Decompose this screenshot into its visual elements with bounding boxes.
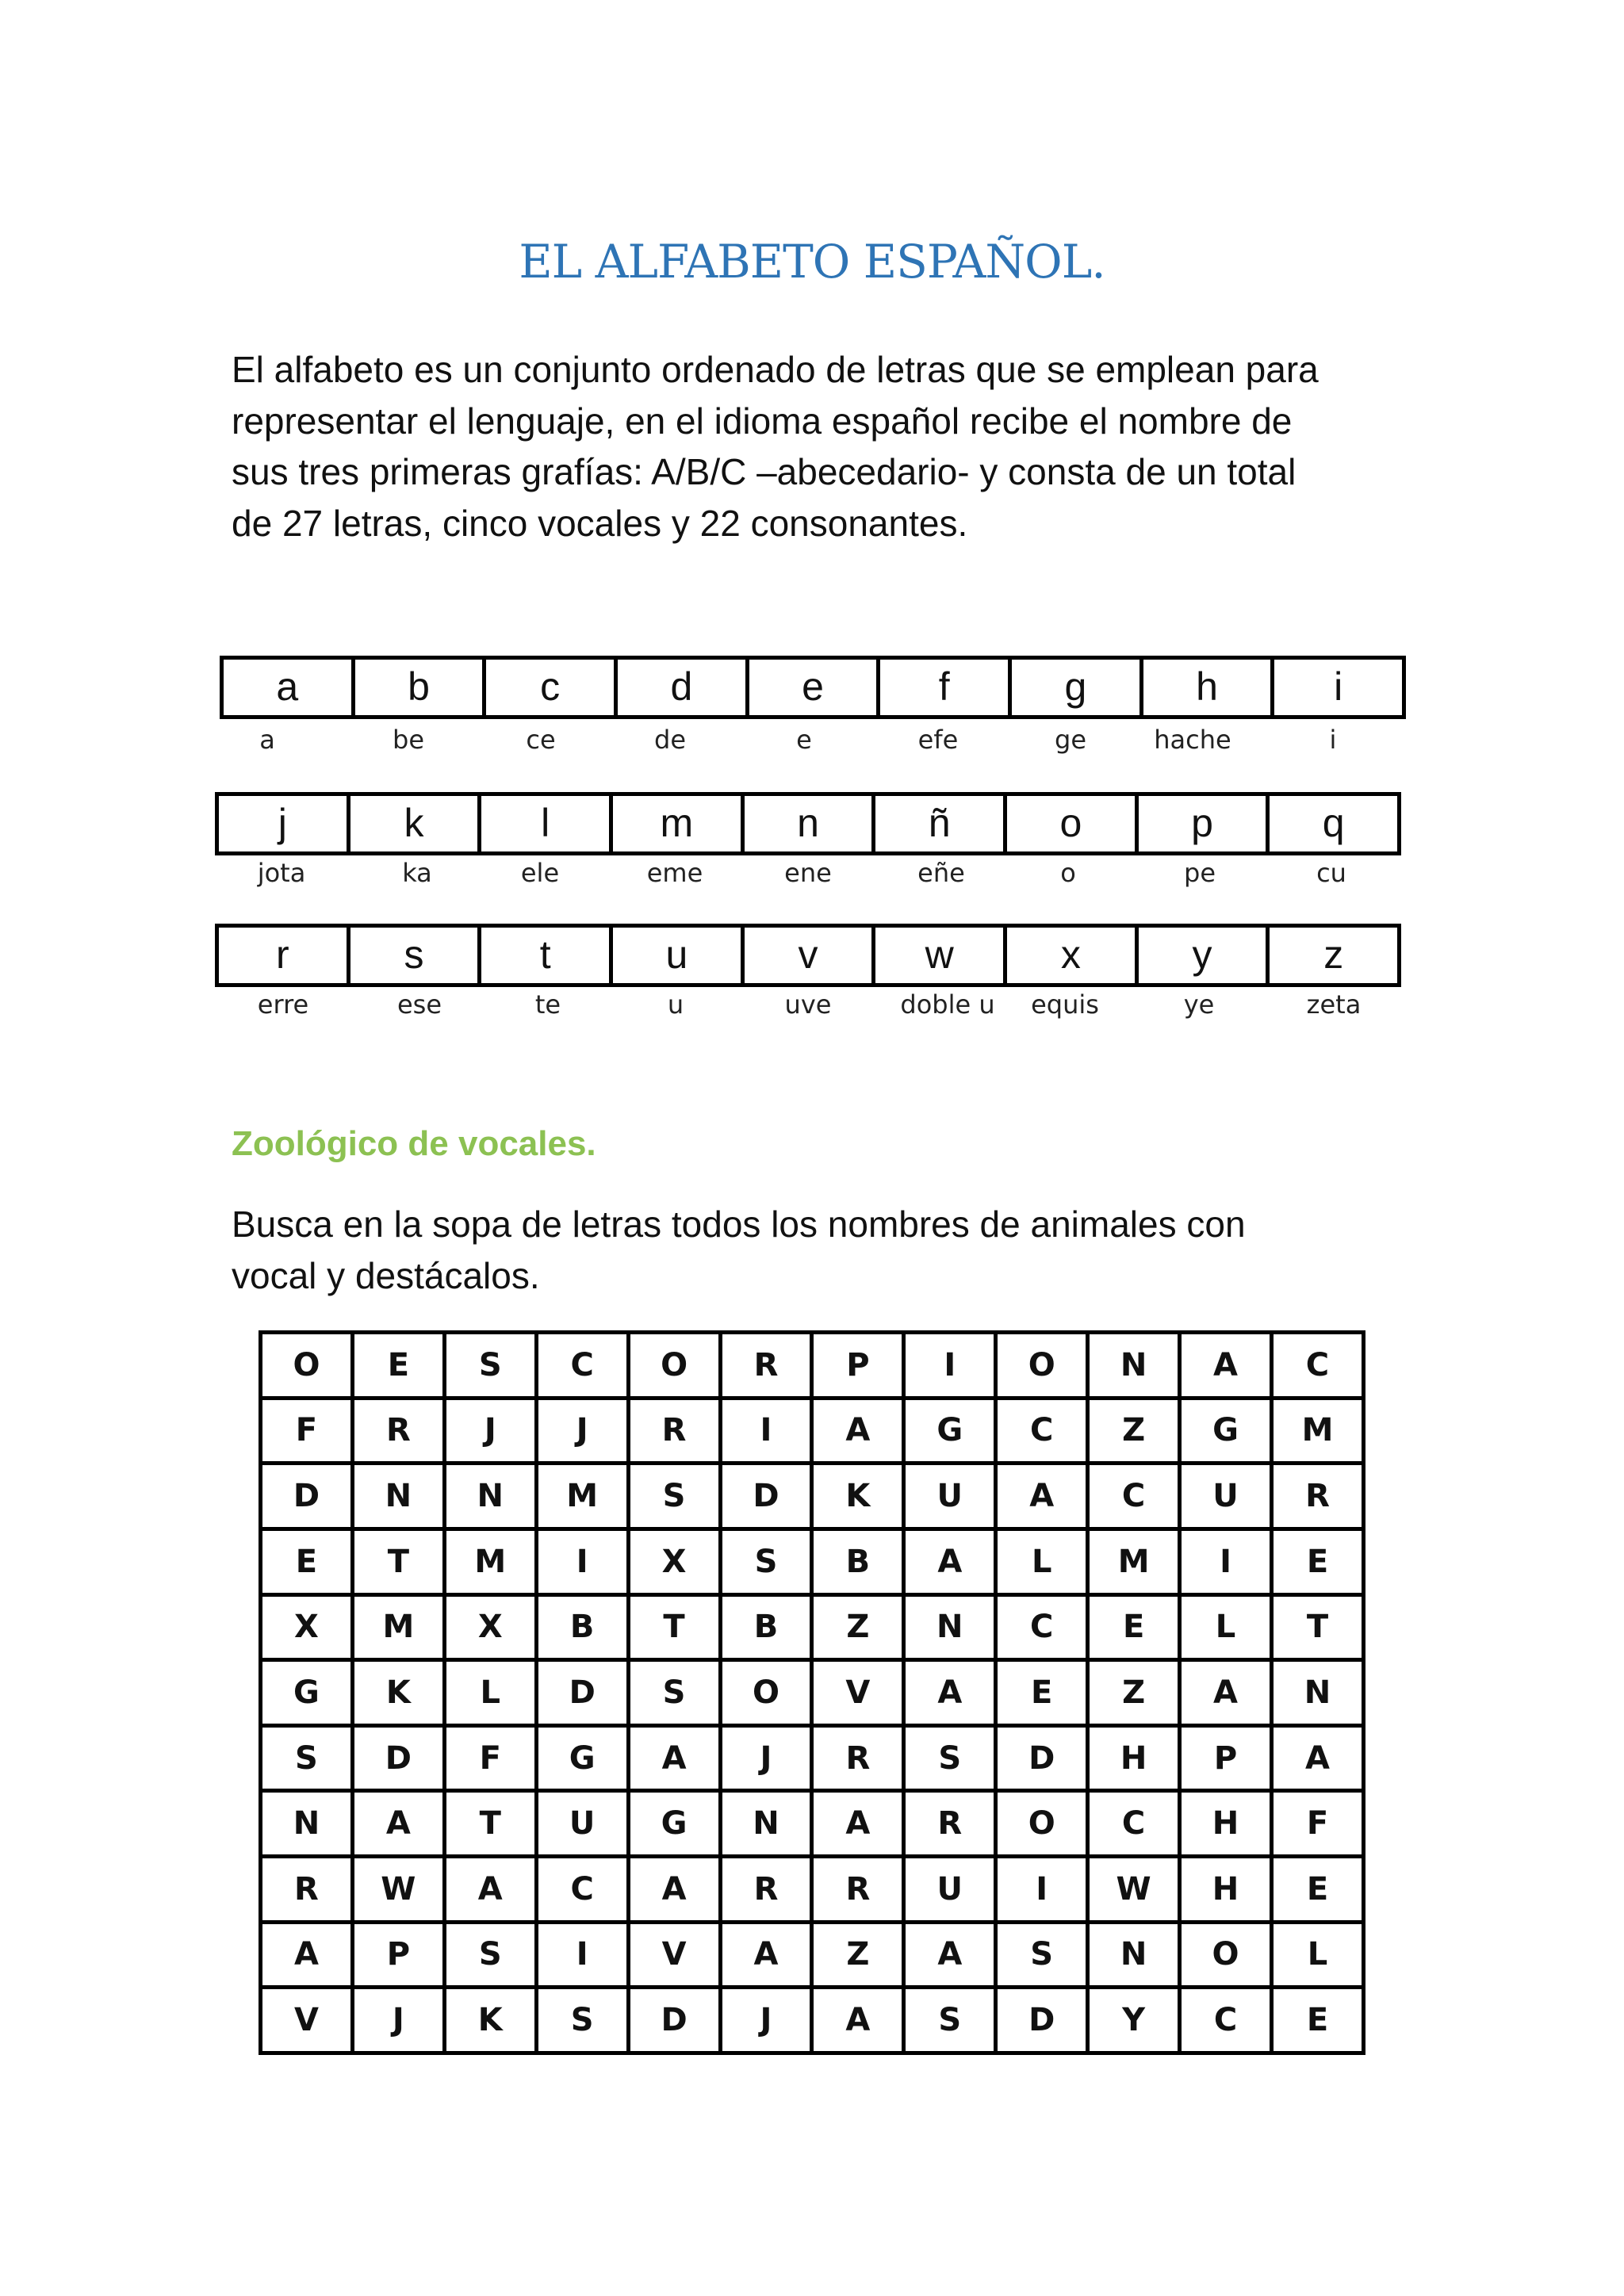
letter-name: ge <box>1055 725 1086 755</box>
grid-cell[interactable]: I <box>536 1922 628 1988</box>
grid-cell[interactable]: A <box>628 1725 720 1791</box>
alphabet-letter: d <box>618 660 749 715</box>
grid-cell[interactable]: N <box>352 1464 444 1529</box>
grid-cell[interactable]: G <box>261 1660 353 1726</box>
grid-cell[interactable]: O <box>720 1660 812 1726</box>
alphabet-row <box>215 792 1401 855</box>
grid-cell[interactable]: A <box>904 1529 996 1594</box>
grid-cell[interactable]: S <box>720 1529 812 1594</box>
grid-cell[interactable]: C <box>1180 1988 1272 2053</box>
grid-cell[interactable]: X <box>444 1594 536 1660</box>
grid-cell[interactable]: W <box>352 1857 444 1923</box>
grid-cell[interactable]: O <box>261 1333 353 1399</box>
grid-cell[interactable]: N <box>1271 1660 1363 1726</box>
letter-name: cu <box>1316 858 1346 888</box>
alphabet-letter: p <box>1139 796 1270 851</box>
grid-row <box>261 1725 1364 1791</box>
grid-cell[interactable]: S <box>536 1988 628 2053</box>
alphabet-letter: r <box>219 928 350 983</box>
grid-cell[interactable]: X <box>261 1594 353 1660</box>
grid-cell[interactable]: G <box>536 1725 628 1791</box>
grid-cell[interactable]: N <box>444 1464 536 1529</box>
grid-cell[interactable]: A <box>812 1988 904 2053</box>
grid-cell[interactable]: L <box>996 1529 1088 1594</box>
grid-cell[interactable]: C <box>996 1398 1088 1464</box>
grid-cell[interactable]: V <box>628 1922 720 1988</box>
grid-cell[interactable]: Y <box>1088 1988 1180 2053</box>
grid-cell[interactable]: U <box>536 1791 628 1857</box>
grid-cell[interactable]: P <box>1180 1725 1272 1791</box>
grid-cell[interactable]: Z <box>1088 1398 1180 1464</box>
grid-cell[interactable]: A <box>904 1660 996 1726</box>
grid-cell[interactable]: A <box>904 1922 996 1988</box>
instructions-line: vocal y destácalos. <box>232 1254 540 1296</box>
grid-cell[interactable]: S <box>444 1333 536 1399</box>
grid-cell[interactable]: V <box>812 1660 904 1726</box>
letter-name: te <box>534 989 561 1020</box>
grid-cell[interactable]: R <box>720 1857 812 1923</box>
grid-cell[interactable]: O <box>1180 1922 1272 1988</box>
grid-cell[interactable]: A <box>444 1857 536 1923</box>
grid-cell[interactable]: R <box>720 1333 812 1399</box>
grid-cell[interactable]: N <box>720 1791 812 1857</box>
grid-cell[interactable]: R <box>904 1791 996 1857</box>
grid-cell[interactable]: K <box>444 1988 536 2053</box>
grid-row <box>261 1529 1364 1594</box>
alphabet-letter: l <box>481 796 613 851</box>
grid-cell[interactable]: D <box>996 1725 1088 1791</box>
letter-name: be <box>393 725 424 755</box>
grid-cell[interactable]: A <box>352 1791 444 1857</box>
grid-cell[interactable]: I <box>720 1398 812 1464</box>
alphabet-letter: v <box>745 928 876 983</box>
alphabet-letter: z <box>1323 932 1344 977</box>
letter-name: ele <box>520 858 560 888</box>
intro-paragraph <box>232 344 1421 549</box>
grid-cell[interactable]: R <box>1271 1464 1363 1529</box>
letter-name: eñe <box>917 858 965 888</box>
alphabet-letter: x <box>1007 928 1139 983</box>
grid-row <box>261 1660 1364 1726</box>
grid-cell[interactable]: N <box>261 1791 353 1857</box>
alphabet-letter: h <box>1143 660 1275 715</box>
grid-cell[interactable]: Z <box>812 1922 904 1988</box>
letter-name: ene <box>784 858 832 888</box>
letter-name: equis <box>1031 989 1099 1020</box>
grid-cell[interactable]: E <box>1271 1857 1363 1923</box>
grid-cell[interactable]: E <box>1271 1988 1363 2053</box>
instructions-paragraph <box>232 1199 1421 1301</box>
grid-cell[interactable]: H <box>1088 1725 1180 1791</box>
intro-line: sus tres primeras grafías: A/B/C –abecedario- y consta de un total <box>232 451 1297 492</box>
letter-name: hache <box>1154 725 1231 755</box>
grid-cell[interactable]: S <box>628 1464 720 1529</box>
letter-name: zeta <box>1306 989 1362 1020</box>
grid-cell[interactable]: E <box>1088 1594 1180 1660</box>
grid-cell[interactable]: G <box>628 1791 720 1857</box>
grid-cell[interactable]: X <box>628 1529 720 1594</box>
grid-row <box>261 1988 1364 2053</box>
grid-cell[interactable]: F <box>1271 1791 1363 1857</box>
alphabet-letter: k <box>350 796 482 851</box>
alphabet-letter: m <box>613 796 745 851</box>
grid-row <box>261 1333 1364 1399</box>
grid-cell[interactable]: E <box>352 1333 444 1399</box>
grid-cell[interactable]: T <box>352 1529 444 1594</box>
intro-line: de 27 letras, cinco vocales y 22 consonantes. <box>232 502 968 544</box>
grid-cell[interactable]: J <box>720 1988 812 2053</box>
grid-cell[interactable]: U <box>904 1857 996 1923</box>
letter-name: u <box>667 989 684 1020</box>
grid-cell[interactable]: N <box>1088 1922 1180 1988</box>
letter-name: jota <box>257 858 306 888</box>
grid-cell[interactable]: M <box>1088 1529 1180 1594</box>
word-search-grid <box>259 1330 1365 2055</box>
grid-cell[interactable]: H <box>1180 1791 1272 1857</box>
alphabet-letter: q <box>1322 801 1345 845</box>
grid-cell[interactable]: A <box>1180 1333 1272 1399</box>
alphabet-row <box>215 924 1401 987</box>
grid-cell[interactable]: C <box>536 1857 628 1923</box>
grid-cell[interactable]: H <box>1180 1857 1272 1923</box>
letter-names-row <box>215 858 1401 897</box>
grid-cell[interactable]: I <box>996 1857 1088 1923</box>
letter-name: efe <box>917 725 959 755</box>
grid-cell[interactable]: R <box>352 1398 444 1464</box>
grid-cell[interactable]: J <box>720 1725 812 1791</box>
intro-line: El alfabeto es un conjunto ordenado de letras que se emplean para <box>232 349 1319 390</box>
alphabet-letter: a <box>224 660 355 715</box>
grid-cell[interactable]: U <box>1180 1464 1272 1529</box>
grid-cell[interactable]: D <box>720 1464 812 1529</box>
grid-cell[interactable]: Z <box>1088 1660 1180 1726</box>
letter-names-row <box>220 725 1406 764</box>
letter-names-row <box>215 989 1401 1029</box>
grid-cell[interactable]: N <box>1088 1333 1180 1399</box>
grid-cell[interactable]: F <box>444 1725 536 1791</box>
alphabet-letter: e <box>749 660 881 715</box>
grid-cell[interactable]: T <box>1271 1594 1363 1660</box>
grid-row <box>261 1857 1364 1923</box>
letter-name: i <box>1329 725 1337 755</box>
alphabet-letter: u <box>613 928 745 983</box>
grid-cell[interactable]: C <box>536 1333 628 1399</box>
grid-cell[interactable]: S <box>444 1922 536 1988</box>
letter-name: eme <box>646 858 703 888</box>
grid-cell[interactable]: A <box>261 1922 353 1988</box>
grid-row <box>261 1594 1364 1660</box>
grid-cell[interactable]: M <box>536 1464 628 1529</box>
instructions-line: Busca en la sopa de letras todos los nombres de animales con <box>232 1203 1246 1245</box>
grid-cell[interactable]: T <box>628 1594 720 1660</box>
letter-name: a <box>259 725 275 755</box>
grid-cell[interactable]: N <box>904 1594 996 1660</box>
grid-cell[interactable]: J <box>536 1398 628 1464</box>
letter-name: uve <box>784 989 832 1020</box>
letter-name: ka <box>402 858 432 888</box>
grid-cell[interactable]: J <box>444 1398 536 1464</box>
alphabet-letter: s <box>350 928 482 983</box>
letter-name: ye <box>1183 989 1215 1020</box>
grid-row <box>261 1791 1364 1857</box>
alphabet-letter: c <box>486 660 618 715</box>
letter-name: ese <box>396 989 442 1020</box>
alphabet-letter: ñ <box>875 796 1007 851</box>
grid-cell[interactable]: D <box>996 1988 1088 2053</box>
grid-cell[interactable]: T <box>444 1791 536 1857</box>
page-title: EL ALFABETO ESPAÑOL. <box>519 235 1105 289</box>
grid-cell[interactable]: K <box>352 1660 444 1726</box>
grid-cell[interactable]: G <box>904 1398 996 1464</box>
grid-cell[interactable]: B <box>812 1529 904 1594</box>
grid-cell[interactable]: O <box>628 1333 720 1399</box>
grid-cell[interactable]: L <box>1180 1594 1272 1660</box>
grid-cell[interactable]: C <box>996 1594 1088 1660</box>
letter-name: erre <box>257 989 309 1020</box>
grid-cell[interactable]: B <box>720 1594 812 1660</box>
intro-line: representar el lenguaje, en el idioma español recibe el nombre de <box>232 400 1293 442</box>
grid-cell[interactable]: L <box>444 1660 536 1726</box>
letter-name: doble u <box>900 989 995 1020</box>
grid-cell[interactable]: A <box>1271 1725 1363 1791</box>
letter-name: o <box>1060 858 1076 888</box>
alphabet-row <box>220 656 1406 719</box>
alphabet-letter: w <box>875 928 1007 983</box>
grid-cell[interactable]: A <box>812 1398 904 1464</box>
grid-cell[interactable]: M <box>444 1529 536 1594</box>
grid-cell[interactable]: L <box>1271 1922 1363 1988</box>
grid-cell[interactable]: I <box>536 1529 628 1594</box>
grid-cell[interactable]: B <box>536 1594 628 1660</box>
grid-cell[interactable]: G <box>1180 1398 1272 1464</box>
grid-cell[interactable]: R <box>812 1857 904 1923</box>
grid-cell[interactable]: U <box>904 1464 996 1529</box>
grid-cell[interactable]: V <box>261 1988 353 2053</box>
grid-cell[interactable]: A <box>1180 1660 1272 1726</box>
grid-row <box>261 1398 1364 1464</box>
grid-cell[interactable]: J <box>352 1988 444 2053</box>
grid-cell[interactable]: E <box>996 1660 1088 1726</box>
grid-cell[interactable]: E <box>1271 1529 1363 1594</box>
grid-cell[interactable]: R <box>628 1398 720 1464</box>
grid-cell[interactable]: O <box>996 1333 1088 1399</box>
grid-cell[interactable]: F <box>261 1398 353 1464</box>
grid-cell[interactable]: C <box>1088 1464 1180 1529</box>
grid-cell[interactable]: A <box>812 1791 904 1857</box>
alphabet-letter: i <box>1334 664 1343 709</box>
section-title: Zoológico de vocales. <box>232 1124 596 1163</box>
alphabet-letter: g <box>1012 660 1143 715</box>
alphabet-letter: f <box>880 660 1012 715</box>
alphabet-letter: t <box>481 928 613 983</box>
grid-cell[interactable]: S <box>261 1725 353 1791</box>
grid-cell[interactable]: D <box>536 1660 628 1726</box>
grid-cell[interactable]: R <box>812 1725 904 1791</box>
grid-cell[interactable]: S <box>628 1660 720 1726</box>
grid-cell[interactable]: P <box>812 1333 904 1399</box>
grid-cell[interactable]: C <box>1271 1333 1363 1399</box>
letter-name: ce <box>526 725 556 755</box>
alphabet-letter: b <box>355 660 487 715</box>
grid-cell[interactable]: D <box>261 1464 353 1529</box>
alphabet-letter: j <box>219 796 350 851</box>
grid-cell[interactable]: S <box>904 1725 996 1791</box>
alphabet-letter: y <box>1139 928 1270 983</box>
grid-cell[interactable]: A <box>996 1464 1088 1529</box>
grid-row <box>261 1922 1364 1988</box>
grid-cell[interactable]: C <box>1088 1791 1180 1857</box>
grid-cell[interactable]: M <box>352 1594 444 1660</box>
alphabet-letter: n <box>745 796 876 851</box>
grid-cell[interactable]: A <box>720 1922 812 1988</box>
grid-cell[interactable]: R <box>261 1857 353 1923</box>
grid-cell[interactable]: A <box>628 1857 720 1923</box>
grid-cell[interactable]: E <box>261 1529 353 1594</box>
grid-cell[interactable]: P <box>352 1922 444 1988</box>
grid-cell[interactable]: O <box>996 1791 1088 1857</box>
grid-cell[interactable]: W <box>1088 1857 1180 1923</box>
grid-cell[interactable]: K <box>812 1464 904 1529</box>
letter-name: de <box>654 725 686 755</box>
grid-row <box>261 1464 1364 1529</box>
grid-cell[interactable]: D <box>352 1725 444 1791</box>
grid-cell[interactable]: I <box>1180 1529 1272 1594</box>
grid-cell[interactable]: D <box>628 1988 720 2053</box>
grid-cell[interactable]: Z <box>812 1594 904 1660</box>
letter-name: e <box>796 725 812 755</box>
grid-cell[interactable]: S <box>996 1922 1088 1988</box>
grid-cell[interactable]: M <box>1271 1398 1363 1464</box>
letter-name: pe <box>1184 858 1216 888</box>
alphabet-letter: o <box>1007 796 1139 851</box>
grid-cell[interactable]: S <box>904 1988 996 2053</box>
grid-cell[interactable]: I <box>904 1333 996 1399</box>
